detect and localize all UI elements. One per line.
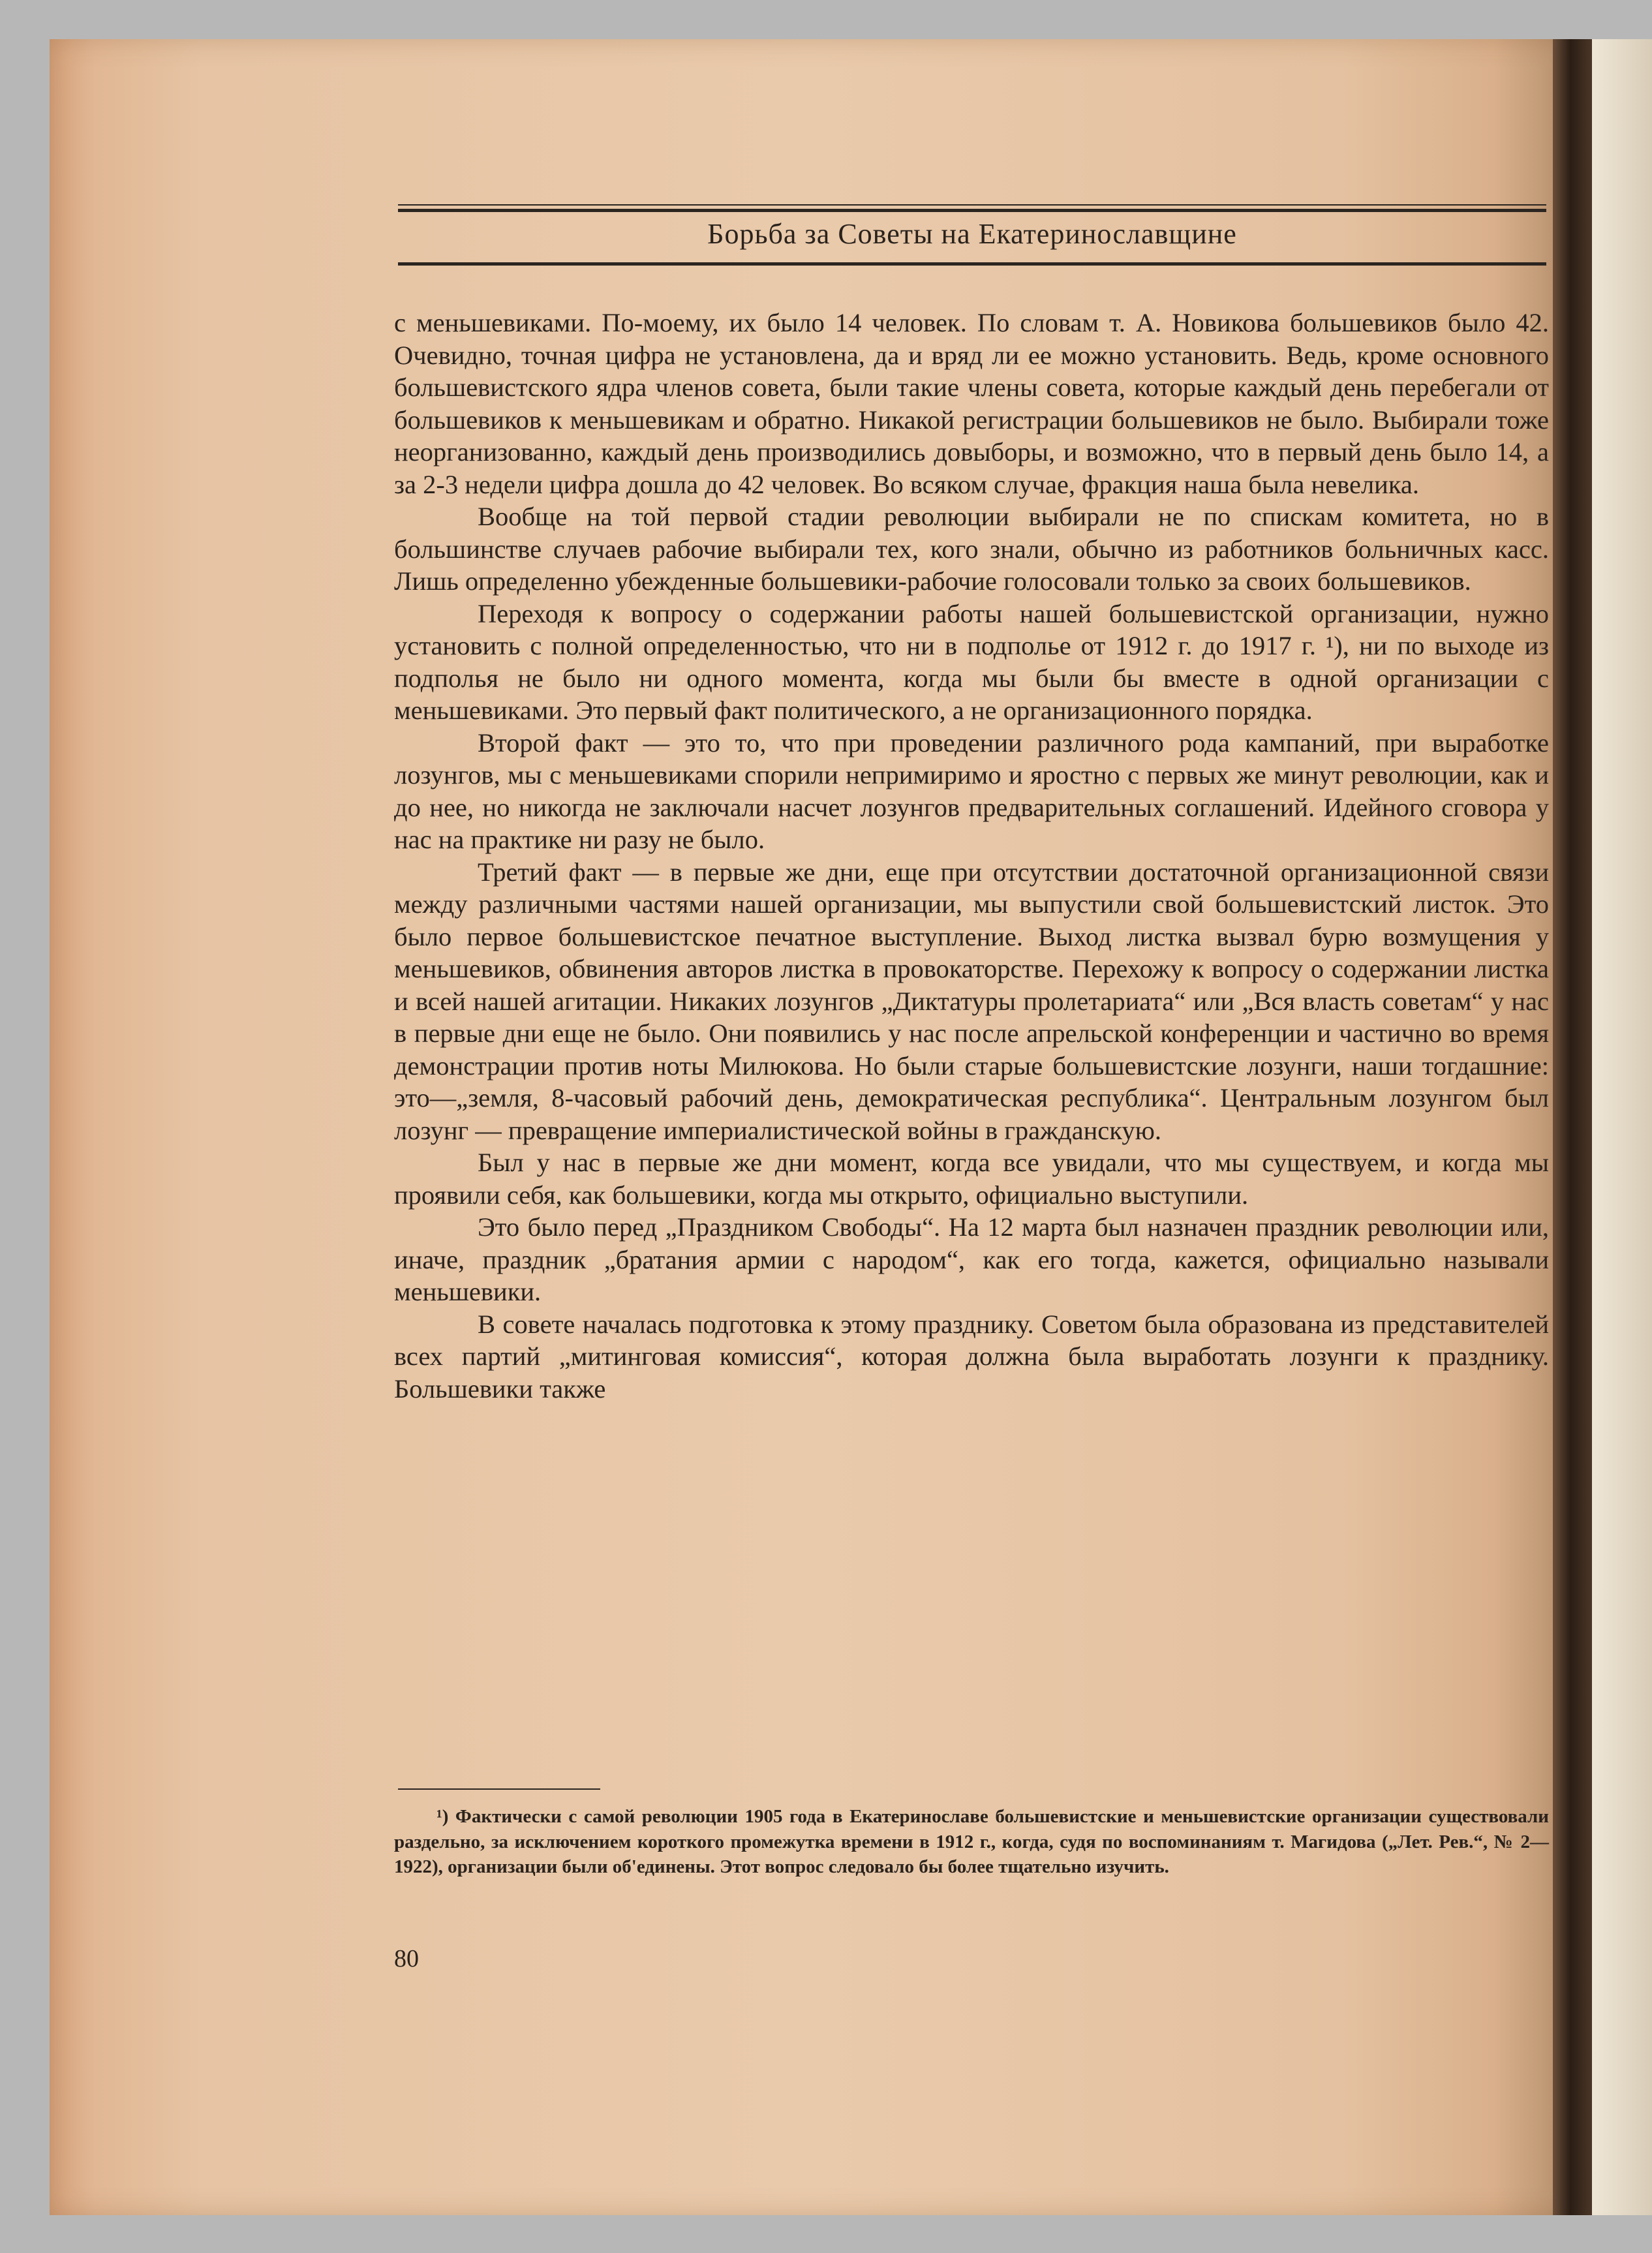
facing-page-edge [1592, 39, 1652, 2215]
paragraph-8: В совете началась подготовка к этому празднику. Советом была образована из представителей всех партий „митинговая комиссия“, которая должна была выработать лозунги к празднику. Большевики также [394, 1309, 1549, 1403]
body-text [394, 307, 1549, 1405]
paragraph-7: Это было перед „Праздником Свободы“. На 12 марта был назначен праздник революции или, иначе, праздник „братания армии с народом“, как его тогда, кажется, официально называли меньшевики. [394, 1212, 1549, 1306]
footnote [394, 1804, 1549, 1880]
footnote-text: ¹) Фактически с самой революции 1905 года в Екатеринославе большевистские и меньшевистские организации существовали раздельно, за исключением короткого промежутка времени в 1912 г., когда, судя по воспоминаниям т. Магидова („Лет. Рев.“, № 2—1922), организации были об'единены. Этот вопрос следовало бы более тщательно изучить. [394, 1806, 1549, 1877]
header-rule-bottom [398, 262, 1546, 266]
paragraph-5: Третий факт — в первые же дни, еще при отсутствии достаточной организационной связи между различными частями нашей организации, мы выпустили свой большевистский листок. Это было первое большевистское печатное выступление. Выход листка вызвал бурю возмущения у меньшевиков, обвинения авторов листка в провокаторстве. Перехожу к вопросу о содержании листка и всей нашей агитации. Никаких лозунгов „Диктатуры пролетариата“ или „Вся власть советам“ у нас в первые дни еще не было. Они появились у нас после апрельской конференции и частично во время демонстрации против ноты Милюкова. Но были старые большевистские лозунги, наши тогдашние: это—„земля, 8-часовый рабочий день, демократическая республика“. Центральным лозунгом был лозунг — превращение империалистической войны в гражданскую. [394, 857, 1549, 1145]
running-head: Борьба за Советы на Екатеринославщине [707, 218, 1237, 250]
paragraph-3: Переходя к вопросу о содержании работы нашей большевистской организации, нужно установить с полной определенностью, что ни в подполье от 1912 г. до 1917 г. ¹), ни по выходе из подполья не было ни одного момента, когда мы были бы вместе в одной организации с меньшевиками. Это первый факт политического, а не организационного порядка. [394, 598, 1549, 725]
paragraph-1: с меньшевиками. По-моему, их было 14 человек. По словам т. А. Новикова большевиков было 42. Очевидно, точная цифра не установлена, да и вряд ли ее можно установить. Ведь, кроме основного большевистского ядра членов совета, были такие члены совета, которые каждый день перебегали от большевиков к меньшевикам и обратно. Никакой регистрации большевиков не было. Выбирали тоже неорганизованно, каждый день производились довыборы, и возможно, что в первый день было 14, а за 2-3 недели цифра дошла до 42 человек. Во всяком случае, фракция наша была невелика. [394, 308, 1549, 499]
page-number: 80 [394, 1945, 419, 1972]
paragraph-6: Был у нас в первые же дни момент, когда все увидали, что мы существуем, и когда мы проявили себя, как большевики, когда мы открыто, официально выступили. [394, 1148, 1549, 1210]
paragraph-4: Второй факт — это то, что при проведении различного рода кампаний, при выработке лозунгов, мы с меньшевиками спорили непримиримо и яростно с первых же минут революции, как и до нее, но никогда не заключали насчет лозунгов предварительных соглашений. Идейного сговора у нас на практике ни разу не было. [394, 728, 1549, 854]
book-spine [1553, 39, 1592, 2215]
footnote-rule [398, 1788, 600, 1790]
paragraph-2: Вообще на той первой стадии революции выбирали не по спискам комитета, но в большинстве случаев рабочие выбирали тех, кого знали, обычно из работников больничных касс. Лишь определенно убежденные большевики-рабочие голосовали только за своих большевиков. [394, 502, 1549, 596]
header-rule-top [398, 209, 1546, 212]
header-rule-top-thin [398, 204, 1546, 206]
